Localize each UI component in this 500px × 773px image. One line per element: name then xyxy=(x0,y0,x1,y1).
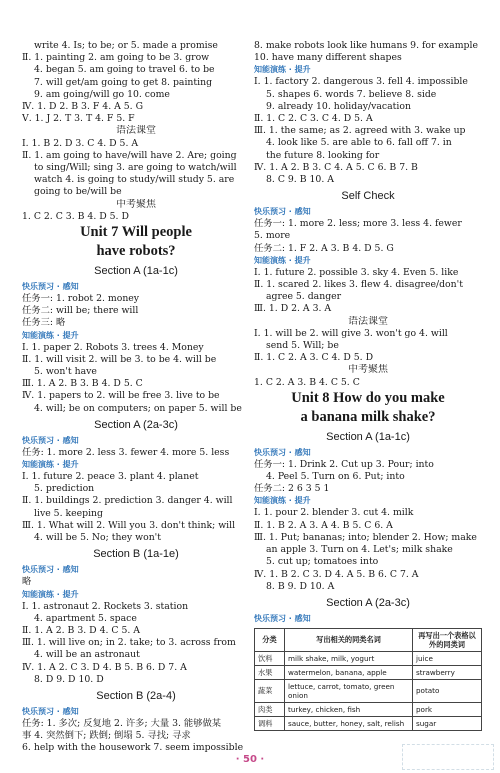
answer-line: Ⅰ. 1. B 2. D 3. C 4. D 5. A xyxy=(22,137,139,149)
answer-line: Ⅲ. 1. the same; as 2. agreed with 3. wake up xyxy=(254,125,466,137)
answer-line: Ⅳ. 1. B 2. C 3. D 4. A 5. B 6. C 7. A xyxy=(254,568,419,580)
answer-line: 任务二: 1. F 2. A 3. B 4. D 5. G xyxy=(254,242,394,254)
answer-line: Ⅱ. 1. C 2. C 3. C 4. D 5. A xyxy=(254,113,373,125)
exercise-label: 快乐预习 · 感知 xyxy=(22,565,79,575)
answer-line-continued: 5. cut up; tomatoes into xyxy=(266,556,379,568)
section-title: Section A (1a-1c) xyxy=(94,265,178,278)
exercise-label: 快乐预习 · 感知 xyxy=(22,282,79,292)
answer-line-continued: 9. am going/will go 10. come xyxy=(34,88,170,100)
exercise-label: 知能演练 · 提升 xyxy=(22,589,79,599)
answer-line: 任务一: 1. more 2. less; more 3. less 4. fewer xyxy=(254,218,462,230)
table-cell: watermelon, banana, apple xyxy=(285,665,413,679)
table-row xyxy=(255,665,482,679)
unit-title: Unit 7 Will people xyxy=(80,224,192,241)
table-row xyxy=(255,651,482,665)
answer-line-continued: 8. C 9. B 10. A xyxy=(266,174,334,186)
answer-line: 6. help with the housework 7. seem impossible xyxy=(22,742,244,754)
answer-line: 5. more xyxy=(254,230,291,242)
unit-title: Unit 8 How do you make xyxy=(291,389,445,406)
answer-line: 任务二: 2 6 3 5 1 xyxy=(254,483,330,495)
table-header-row xyxy=(255,628,482,651)
answer-line: Ⅲ. 1. D 2. A 3. A xyxy=(254,303,332,315)
answer-line-continued: an apple 3. Turn on 4. Let's; milk shake xyxy=(266,544,453,556)
answer-line: Ⅱ. 1. scared 2. likes 3. flew 4. disagree/don't xyxy=(254,279,463,291)
vocabulary-table xyxy=(254,628,482,731)
answer-line: Ⅰ. 1. future 2. possible 3. sky 4. Even 5. like xyxy=(254,266,459,278)
exercise-label: 快乐预习 · 感知 xyxy=(22,706,79,716)
answer-line: Ⅴ. 1. J 2. T 3. T 4. F 5. F xyxy=(22,113,135,125)
section-title: Section B (1a-1e) xyxy=(93,548,179,561)
subsection-heading: 语法课堂 xyxy=(348,315,388,327)
answer-line: Ⅱ. 1. am going to have/will have 2. Are; going xyxy=(22,149,237,161)
unit-title: a banana milk shake? xyxy=(300,408,436,425)
answer-line-continued: 9. already 10. holiday/vacation xyxy=(266,100,411,112)
table-cell: turkey, chicken, fish xyxy=(285,702,413,716)
answer-line-continued: 4. look like 5. are able to 6. fall off 7. in xyxy=(266,137,452,149)
answer-line-continued: 4. began 5. am going to travel 6. to be xyxy=(34,64,215,76)
answer-line: Ⅱ. 1. painting 2. am going to be 3. grow xyxy=(22,52,210,64)
answer-line: Ⅰ. 1. astronaut 2. Rockets 3. station xyxy=(22,600,189,612)
answer-line-continued: live 5. keeping xyxy=(34,507,103,519)
answer-line-continued: 4. will be an astronaut xyxy=(34,649,140,661)
right-column xyxy=(254,40,482,731)
exercise-label: 快乐预习 · 感知 xyxy=(254,447,311,457)
table-cell: 调料 xyxy=(255,716,285,730)
table-cell: juice xyxy=(413,651,482,665)
answer-line-continued: 4. will; be on computers; on paper 5. will be xyxy=(34,402,242,414)
unit-title: have robots? xyxy=(96,243,176,260)
answer-line: Ⅲ. 1. A 2. B 3. B 4. D 5. C xyxy=(22,378,143,390)
table-cell: sauce, butter, honey, salt, relish xyxy=(285,716,413,730)
subsection-heading: 中考聚焦 xyxy=(348,364,388,376)
section-title: Section A (1a-1c) xyxy=(326,430,410,443)
answer-line: Ⅱ. 1. buildings 2. prediction 3. danger 4. will xyxy=(22,495,233,507)
answer-line-continued: going to be/will be xyxy=(34,186,122,198)
answer-line: 略 xyxy=(22,576,32,588)
answer-line: Ⅳ. 1. A 2. B 3. C 4. A 5. C 6. B 7. B xyxy=(254,161,418,173)
table-cell: 饮料 xyxy=(255,651,285,665)
answer-line: 事 4. 突然倒下; 跌倒; 倒塌 5. 寻找; 寻求 xyxy=(22,730,191,742)
answer-line-continued: to sing/Will; sing 3. are going to watch/will xyxy=(34,162,237,174)
table-header-cell: 再写出一个表格以外的同类词 xyxy=(413,628,482,651)
table-cell: milk shake, milk, yogurt xyxy=(285,651,413,665)
answer-line-continued: 4. apartment 5. space xyxy=(34,612,137,624)
answer-line-continued: 4. will be 5. No; they won't xyxy=(34,532,161,544)
table-header-cell: 分类 xyxy=(255,628,285,651)
answer-line-continued: agree 5. danger xyxy=(266,291,342,303)
answer-line-continued: 8. B 9. D 10. A xyxy=(266,580,335,592)
subsection-heading: 语法课堂 xyxy=(116,125,156,137)
watermark-logo xyxy=(402,744,494,770)
answer-line: 任务: 1. 多次; 反复地 2. 许多; 大量 3. 能够做某 xyxy=(22,717,222,729)
table-cell: 水果 xyxy=(255,665,285,679)
table-row xyxy=(255,679,482,702)
answer-line: 1. C 2. C 3. B 4. D 5. D xyxy=(22,210,129,222)
answer-line-continued: 5. prediction xyxy=(34,483,95,495)
answer-line-continued: 5. shapes 6. words 7. believe 8. side xyxy=(266,88,437,100)
answer-line-continued: the future 8. looking for xyxy=(266,149,380,161)
answer-line: 1. C 2. A 3. B 4. C 5. C xyxy=(254,376,360,388)
table-cell: 肉类 xyxy=(255,702,285,716)
answer-line: Ⅰ. 1. paper 2. Robots 3. trees 4. Money xyxy=(22,341,204,353)
answer-line-continued: 4. Peel 5. Turn on 6. Put; into xyxy=(266,471,405,483)
answer-line: Ⅲ. 1. will live on; in 2. take; to 3. across from xyxy=(22,637,236,649)
answer-line: 任务二: will be; there will xyxy=(22,305,139,317)
table-cell: 蔬菜 xyxy=(255,679,285,702)
answer-line: Ⅳ. 1. D 2. B 3. F 4. A 5. G xyxy=(22,101,144,113)
section-title: Section B (2a-4) xyxy=(96,689,176,702)
answer-line: 10. have many different shapes xyxy=(254,52,402,64)
section-title: Section A (2a-3c) xyxy=(326,596,410,609)
answer-line-continued: write 4. Is; to be; or 5. made a promise xyxy=(34,40,218,51)
right-column-lines xyxy=(254,40,482,625)
table-cell: pork xyxy=(413,702,482,716)
exercise-label: 知能演练 · 提升 xyxy=(254,65,311,75)
answer-line: Ⅱ. 1. will visit 2. will be 3. to be 4. will be xyxy=(22,353,217,365)
section-title: Section A (2a-3c) xyxy=(94,418,178,431)
answer-line-continued: 8. D 9. D 10. D xyxy=(34,673,104,685)
page-number: · 50 · xyxy=(235,754,265,765)
table-cell: lettuce, carrot, tomato, green onion xyxy=(285,679,413,702)
exercise-label: 知能演练 · 提升 xyxy=(254,255,311,265)
exercise-label: 知能演练 · 提升 xyxy=(254,496,311,506)
answer-line: Ⅳ. 1. A 2. C 3. D 4. B 5. B 6. D 7. A xyxy=(22,661,187,673)
answer-line: Ⅰ. 1. will be 2. will give 3. won't go 4. will xyxy=(254,327,448,339)
section-title: Self Check xyxy=(341,190,395,203)
answer-line: 任务一: 1. robot 2. money xyxy=(22,293,140,305)
left-column xyxy=(22,40,250,755)
exercise-label: 知能演练 · 提升 xyxy=(22,330,79,340)
answer-line-continued: send 5. Will; be xyxy=(266,340,339,352)
table-cell: potato xyxy=(413,679,482,702)
subsection-heading: 中考聚焦 xyxy=(116,198,156,210)
exercise-label: 快乐预习 · 感知 xyxy=(254,613,311,623)
answer-line: Ⅱ. 1. C 2. A 3. C 4. D 5. D xyxy=(254,352,374,364)
answer-line-continued: 7. will get/am going to get 8. painting xyxy=(34,76,213,88)
table-cell: sugar xyxy=(413,716,482,730)
answer-line: Ⅱ. 1. A 2. B 3. D 4. C 5. A xyxy=(22,624,141,636)
table-header-cell: 写出相关的同类名词 xyxy=(285,628,413,651)
table-body xyxy=(255,651,482,730)
answer-line: Ⅲ. 1. What will 2. Will you 3. don't think; will xyxy=(22,519,236,531)
answer-line-continued: watch 4. is going to study/will study 5. are xyxy=(34,174,235,186)
answer-line: Ⅲ. 1. Put; bananas; into; blender 2. How; make xyxy=(254,531,477,543)
answer-line: 任务三: 略 xyxy=(22,317,66,329)
exercise-label: 快乐预习 · 感知 xyxy=(22,435,79,445)
answer-line: Ⅱ. 1. B 2. A 3. A 4. B 5. C 6. A xyxy=(254,519,393,531)
answer-line: 任务: 1. more 2. less 3. fewer 4. more 5. less xyxy=(22,446,230,458)
exercise-label: 快乐预习 · 感知 xyxy=(254,207,311,217)
answer-line: 任务一: 1. Drink 2. Cut up 3. Pour; into xyxy=(254,458,434,470)
answer-line: Ⅰ. 1. factory 2. dangerous 3. fell 4. impossible xyxy=(254,76,468,88)
answer-line: 8. make robots look like humans 9. for example xyxy=(254,40,478,51)
exercise-label: 知能演练 · 提升 xyxy=(22,460,79,470)
answer-line: Ⅰ. 1. pour 2. blender 3. cut 4. milk xyxy=(254,507,414,519)
answer-line: Ⅰ. 1. future 2. peace 3. plant 4. planet xyxy=(22,471,199,483)
answer-line: Ⅳ. 1. papers to 2. will be free 3. live to be xyxy=(22,390,220,402)
table-row xyxy=(255,716,482,730)
table-row xyxy=(255,702,482,716)
answer-line-continued: 5. won't have xyxy=(34,366,97,378)
table-cell: strawberry xyxy=(413,665,482,679)
